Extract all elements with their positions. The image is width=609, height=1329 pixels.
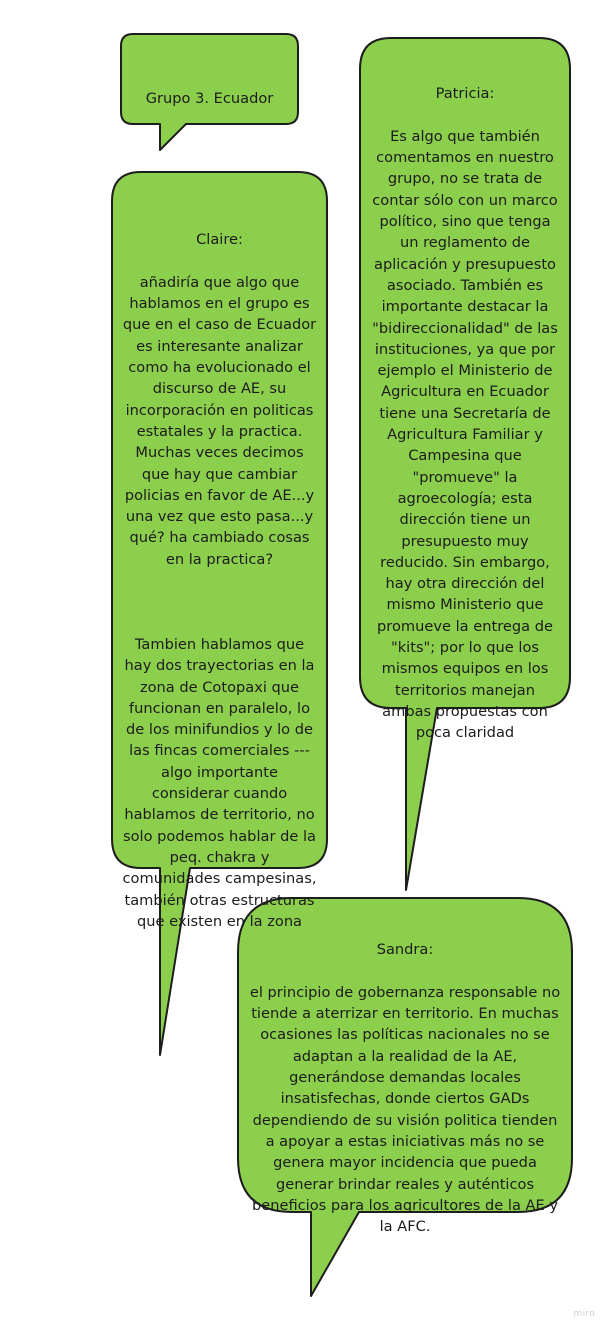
- claire-paragraph-2: Tambien hablamos que hay dos trayectorias en la zona de Cotopaxi que funcionan en paralelo, lo de los minifundios y lo de las fincas comerciales --- algo importante considerar cuando hablamos de territorio, no solo podemos hablar de la peq. chakra y comunidades campesinas, también otras estructuras que existen en la zona: [122, 635, 317, 930]
- sandra-text: el principio de gobernanza responsable no tiende a aterrizar en territorio. En muchas ocasiones las políticas nacionales no se adaptan a la realidad de la AE, generándose demandas locales insatisfechas, donde ciertos GADs dependiendo de su visión politica tienden a apoyar a estas iniciativas más no se genera mayor incidencia que pueda generar brindar reales y auténticos beneficios para los agricultores de la AE y la AFC.: [249, 983, 561, 1236]
- header-bubble: [121, 67, 298, 131]
- claire-comment: [112, 208, 327, 953]
- group-title: Grupo 3. Ecuador: [145, 90, 274, 108]
- miro-watermark: miro: [573, 1309, 595, 1319]
- sandra-author: Sandra:: [376, 941, 434, 959]
- patricia-author: Patricia:: [435, 85, 495, 103]
- sandra-comment: [238, 918, 572, 1259]
- paragraph-gap: [112, 591, 327, 612]
- patricia-text: Es algo que también comentamos en nuestro grupo, no se trata de contar sólo con un marco político, sino que tenga un reglamento de aplicación y presupuesto asociado. También es importante destacar la "bidireccionalidad" de las instituciones, ya que por ejemplo el Ministerio de Agricultura en Ecuador tiene una Secretaría de Agricultura Familiar y Campesina que "promueve" la agroecología; esta dirección tiene un presupuesto muy reducido. Sin embargo, hay otra dirección del mismo Ministerio que promueve la entrega de "kits"; por lo que los mismos equipos en los territorios manejan ambas propuestas con poca claridad: [372, 127, 558, 742]
- patricia-comment: [360, 62, 570, 765]
- claire-paragraph-1: añadiría que algo que hablamos en el grupo es que en el caso de Ecuador es interesante analizar como ha evolucionado el discurso de AE, su incorporación en politicas estatales y la practica. Muchas veces decimos que hay que cambiar policias en favor de AE...y una vez que esto pasa...y qué? ha cambiado cosas en la practica?: [122, 273, 317, 568]
- claire-author: Claire:: [196, 231, 243, 249]
